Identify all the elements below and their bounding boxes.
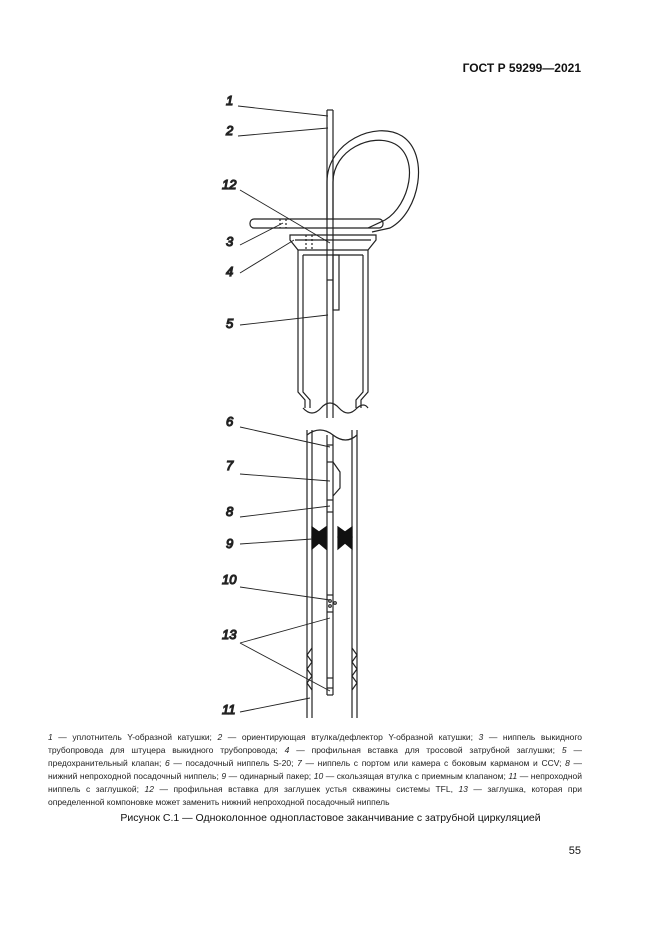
callout-12: 12 [222,177,237,192]
legend-item-number: 11 [508,771,518,781]
callout-13: 13 [222,627,237,642]
leader-lines [238,106,330,712]
legend-item-text: — ориентирующая втулка/дефлектор Y-образной катушки; [222,732,479,742]
lower-casing [307,430,357,718]
legend-item-text: — ниппель выкидного трубопровода для штуцера выкидного трубопровода; [48,732,583,755]
legend-item-text: — уплотнитель Y-образной катушки; [52,732,218,742]
standard-number: ГОСТ Р 59299—2021 [462,61,581,75]
callout-1: 1 [226,93,234,108]
legend-item-number: 9 [221,771,227,781]
legend-item-text: — непроходной ниппель с заглушкой; [48,771,583,794]
legend-item-number: 5 [561,745,567,755]
legend-item-number: 8 [565,758,570,768]
legend-item-text: — нижний непроходной посадочный ниппель; [48,758,582,781]
callout-9: 9 [226,536,234,551]
legend-item-text: — ниппель с портом или камера с боковым карманом и CCV; [301,758,566,768]
bottom-plug [307,648,357,695]
callout-2: 2 [226,123,234,138]
legend-item-text: — заглушка, которая при определенной компоновке может заменить нижний непроходной посадочный ниппель [48,784,582,807]
page-number: 55 [568,845,581,857]
legend-item-text: — скользящая втулка с приемным клапаном; [323,771,509,781]
legend-item-text: — посадочный ниппель S-20; [169,758,298,768]
callout-3: 3 [226,234,234,249]
flowline-nipple [250,219,383,228]
figure-legend [48,731,582,809]
legend-item-number: 10 [313,771,324,781]
legend-item-text: — одинарный пакер; [226,771,314,781]
legend-item-number: 12 [144,784,154,794]
legend-item-number: 4 [284,745,290,755]
callout-8: 8 [226,504,234,519]
tfl-loop [327,131,419,232]
callout-7: 7 [226,458,234,473]
packer [312,527,352,549]
callout-11: 11 [222,702,236,717]
callout-4: 4 [226,264,234,279]
legend-item-number: 2 [217,732,223,742]
legend-item-text: — предохранительный клапан; [48,745,582,768]
legend-item-number: 6 [165,758,170,768]
legend-item-text: — профильная вставка для тросовой затрубной заглушки; [289,745,562,755]
sliding-sleeve [327,595,336,612]
completion-diagram [0,80,661,730]
legend-item-text: — профильная вставка для заглушек устья скважины системы TFL, [153,784,459,794]
safety-valve-body [327,255,339,310]
callout-5: 5 [226,316,234,331]
callout-10: 10 [222,572,237,587]
legend-item-number: 7 [297,758,302,768]
legend-item-number: 3 [478,732,484,742]
legend-paragraph [48,731,582,809]
figure-caption: Рисунок С.1 — Одноколонное однопластовое заканчивание с затрубной циркуляцией [120,812,541,824]
callout-6: 6 [226,414,234,429]
legend-item-number: 13 [458,784,468,794]
legend-item-number: 1 [48,732,53,742]
